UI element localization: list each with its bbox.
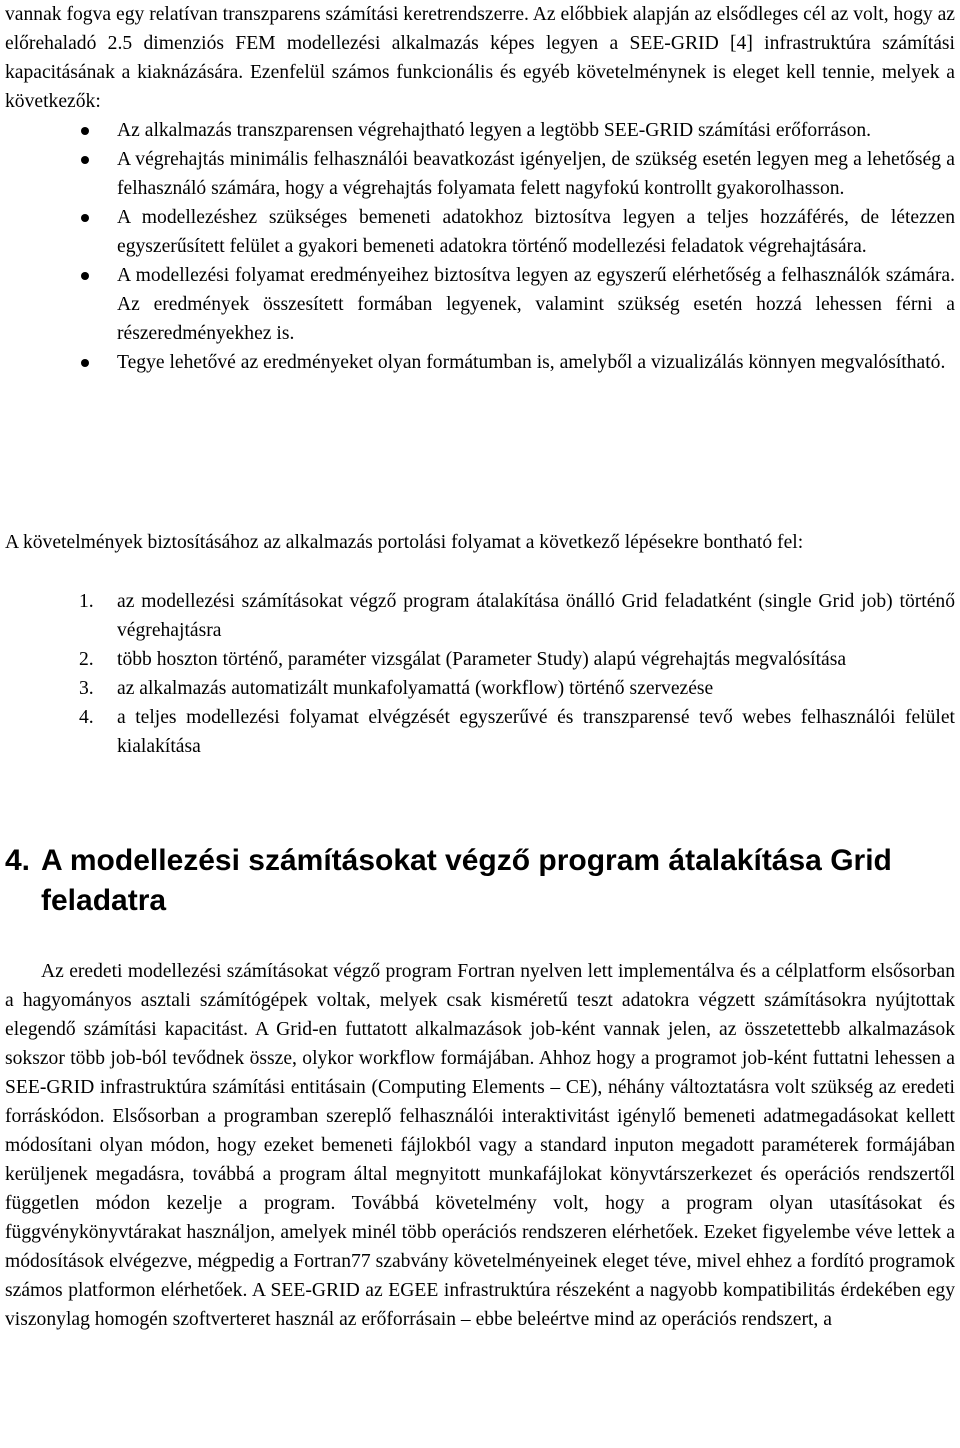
section-heading <box>5 841 955 921</box>
step-text: több hoszton történő, paraméter vizsgálat (Parameter Study) alapú végrehajtás megvalósítása <box>117 649 847 670</box>
section-number: 4. <box>5 844 31 877</box>
list-item <box>5 587 955 645</box>
step-text: az modellezési számításokat végző program átalakítása önálló Grid feladatként (single Grid job) történő végrehajtásra <box>117 591 955 641</box>
step-text: az alkalmazás automatizált munkafolyamattá (workflow) történő szervezése <box>117 678 714 699</box>
bullet-icon <box>81 359 89 367</box>
section-body-paragraph: Az eredeti modellezési számításokat végző program Fortran nyelven lett implementálva és a célplatform elsősorban a hagyományos asztali számítógépek voltak, melyek csak kisméretű teszt adatokra végzett számításokra nyújtottak elegendő számítási kapacitást. A Grid-en futtatott alkalmazások job-ként vannak jelen, az összetettebb alkalmazások sokszor több job-ból tevődnek össze, olykor workflow formájában. Ahhoz hogy a programot job-ként futtatni lehessen a SEE-GRID infrastruktúra számítási entitásain (Computing Elements – CE), néhány változtatásra volt szükség az eredeti forráskódon. Elsősorban a programban szereplő felhasználói interaktivitást igénylő bemeneti adatmegadásokat kellett módosítani olyan módon, hogy ezeket bemeneti fájlokból vagy a standard inputon megadott paraméterek formájában kerüljenek megadásra, továbbá a program által megnyitott munkafájlokat könyvtárszerkezet és operációs rendszertől független módon kezelje a program. Továbbá követelmény volt, hogy a program olyan utasításokat és függvénykönyvtárakat használjon, amelyek minél több operációs rendszeren elérhetőek. Ezeket figyelembe véve lettek a módosítások elvégezve, mégpedig a Fortran77 szabvány követelményeinek eleget téve, mivel ehhez a fordító programok számos platformon elérhetőek. A SEE-GRID az EGEE infrastruktúra részeként a nagyobb kompatibilitás érdekében egy viszonylag homogén szoftverteret használ az erőforrásain – ebbe beleértve mind az operációs rendszert, a <box>5 961 955 1330</box>
step-number: 3. <box>79 678 94 699</box>
list-item-text: A modellezéshez szükséges bemeneti adatokhoz biztosítva legyen a teljes hozzáférés, de létezzen egyszerűsített felület a gyakori bemeneti adatokra történő modellezési feladatok végrehajtására. <box>117 207 955 257</box>
step-number: 4. <box>79 707 94 728</box>
list-item <box>5 645 955 674</box>
list-item-text: Tegye lehetővé az eredményeket olyan formátumban is, amelyből a vizualizálás könnyen megvalósítható. <box>117 352 946 373</box>
bullet-icon <box>81 127 89 135</box>
list-item <box>5 261 955 348</box>
porting-steps-list <box>5 587 955 761</box>
bullet-icon <box>81 156 89 164</box>
list-item <box>5 203 955 261</box>
step-number: 1. <box>79 591 94 612</box>
list-item <box>5 703 955 761</box>
list-item <box>5 116 955 145</box>
bullet-icon <box>81 272 89 280</box>
list-item <box>5 674 955 703</box>
list-item <box>5 145 955 203</box>
requirements-list <box>5 116 955 377</box>
list-item-text: A modellezési folyamat eredményeihez biztosítva legyen az egyszerű elérhetőség a felhasználók számára. Az eredmények összesített formában legyenek, valamint szükség esetén hozzá lehessen férni a részeredményekhez is. <box>117 265 955 344</box>
list-item-text: A végrehajtás minimális felhasználói beavatkozást igényeljen, de szükség esetén legyen meg a lehetőség a felhasználó számára, hogy a végrehajtás folyamata felett nagyfokú kontrollt gyakorolhasson. <box>117 149 955 199</box>
porting-intro-paragraph: A követelmények biztosításához az alkalmazás portolási folyamat a következő lépésekre bontható fel: <box>5 532 804 553</box>
step-text: a teljes modellezési folyamat elvégzését egyszerűvé és transzparensé tevő webes felhasználói felület kialakítása <box>117 707 955 757</box>
list-item-text: Az alkalmazás transzparensen végrehajtható legyen a legtöbb SEE-GRID számítási erőforráson. <box>117 120 872 141</box>
intro-paragraph: vannak fogva egy relatívan transzparens számítási keretrendszerre. Az előbbiek alapján az elsődleges cél az volt, hogy az előrehaladó 2.5 dimenziós FEM modellezési alkalmazás képes legyen a SEE-GRID [4] infrastruktúra számítási kapacitásának a kiaknázására. Ezenfelül számos funkcionális és egyéb követelménynek is eleget kell tennie, melyek a következők: <box>5 4 955 112</box>
section-title: A modellezési számításokat végző program átalakítása Grid feladatra <box>41 844 892 917</box>
list-item <box>5 348 955 377</box>
step-number: 2. <box>79 649 94 670</box>
bullet-icon <box>81 214 89 222</box>
